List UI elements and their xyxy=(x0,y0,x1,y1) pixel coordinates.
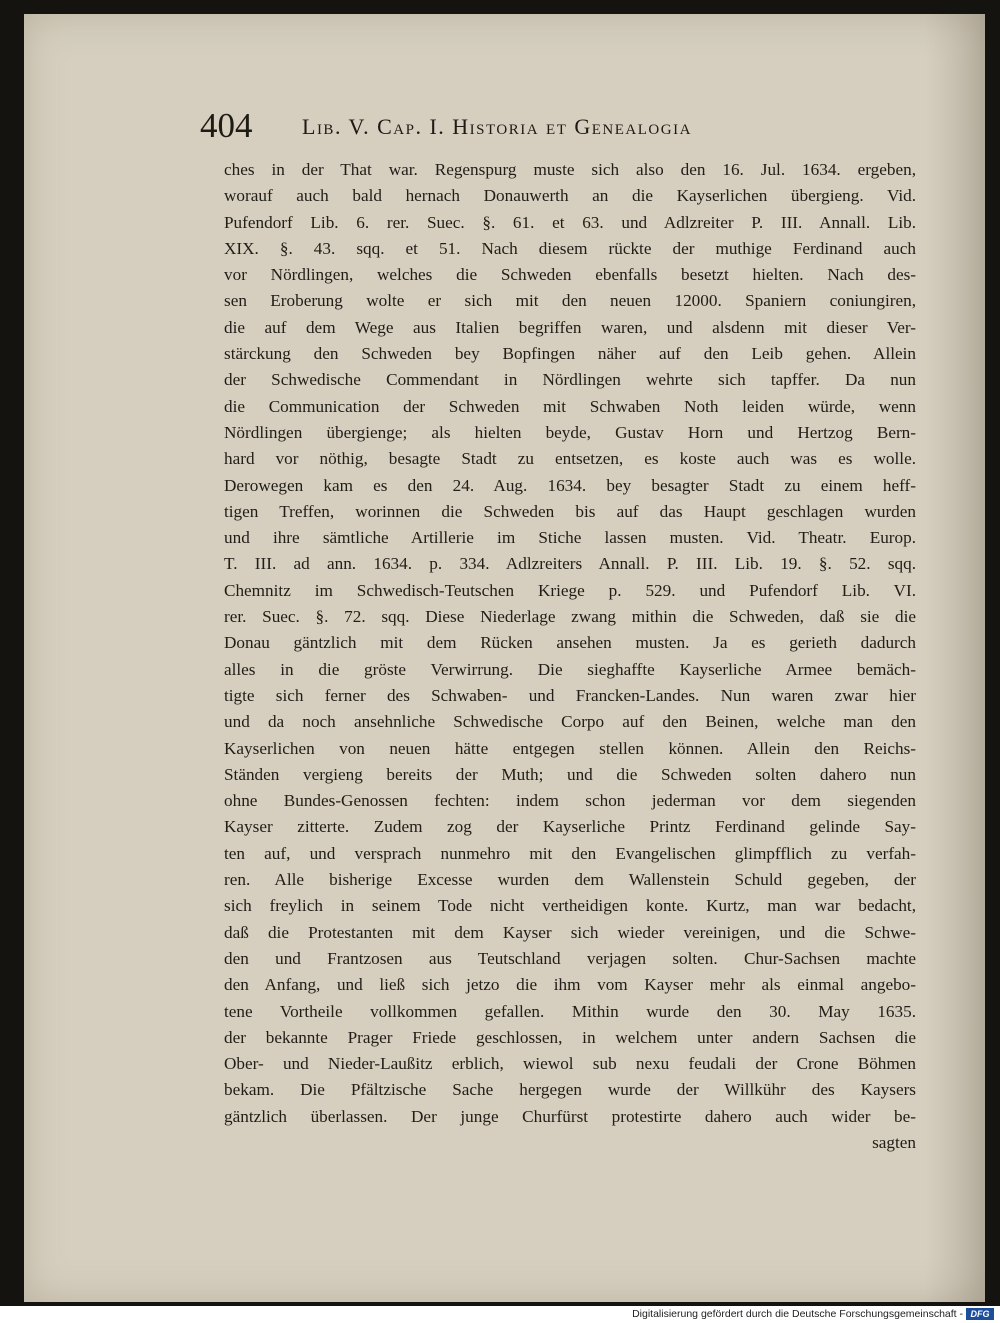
text-line: tigen Treffen, worinnen die Schweden bis auf das Haupt geschlagen wurden xyxy=(224,501,916,521)
text-line: alles in die gröste Verwirrung. Die sieghaffte Kayserliche Armee bemäch- xyxy=(224,659,916,679)
text-line: sagten xyxy=(872,1132,916,1152)
text-line: Derowegen kam es den 24. Aug. 1634. bey besagter Stadt zu einem heff- xyxy=(224,475,916,495)
text-line: den Anfang, und ließ sich jetzo die ihm vom Kayser mehr als einmal angebo- xyxy=(224,975,916,995)
text-line: die auf dem Wege aus Italien begriffen waren, und alsdenn mit dieser Ver- xyxy=(224,317,916,337)
page-gutter-shadow xyxy=(925,14,985,1302)
page-number: 404 xyxy=(200,106,253,145)
text-line: die Communication der Schweden mit Schwaben Noth leiden würde, wenn xyxy=(224,396,916,416)
text-line: ten auf, und versprach nunmehro mit den Evangelischen glimpfflich zu verfah- xyxy=(224,843,916,863)
text-line: und da noch ansehnliche Schwedische Corpo auf den Beinen, welche man den xyxy=(224,712,916,732)
text-line: den und Frantzosen aus Teutschland verjagen solten. Chur-Sachsen machte xyxy=(224,948,916,968)
text-line: bekam. Die Pfältzische Sache hergegen wurde der Willkühr des Kaysers xyxy=(224,1080,916,1100)
footer xyxy=(0,1306,1000,1323)
text-line: Pufendorf Lib. 6. rer. Suec. §. 61. et 63. und Adlzreiter P. III. Annall. Lib. xyxy=(224,212,916,232)
text-line: Kayser zitterte. Zudem zog der Kayserliche Printz Ferdinand gelinde Say- xyxy=(224,817,916,837)
text-line: Ober- und Nieder-Laußitz erblich, wiewol sub nexu feudali der Crone Böhmen xyxy=(224,1054,916,1074)
text-line: daß die Protestanten mit dem Kayser sich wieder vereinigen, und die Schwe- xyxy=(224,922,916,942)
text-line: stärckung den Schweden bey Bopfingen näher auf den Leib gehen. Allein xyxy=(224,344,916,364)
text-line: T. III. ad ann. 1634. p. 334. Adlzreiters Annall. P. III. Lib. 19. §. 52. sqq. xyxy=(224,554,916,574)
text-line: sich freylich in seinem Tode nicht vertheidigen konte. Kurtz, man war bedacht, xyxy=(224,896,916,916)
text-line: Kayserlichen von neuen hätte entgegen stellen können. Allein den Reichs- xyxy=(224,738,916,758)
body-text xyxy=(224,157,916,1156)
text-line: Chemnitz im Schwedisch-Teutschen Kriege p. 529. und Pufendorf Lib. VI. xyxy=(224,580,916,600)
text-line: rer. Suec. §. 72. sqq. Diese Niederlage zwang mithin die Schweden, daß sie die xyxy=(224,607,916,627)
text-line: und ihre sämtliche Artillerie im Stiche lassen musten. Vid. Theatr. Europ. xyxy=(224,528,916,548)
text-line: ren. Alle bisherige Excesse wurden dem Wallenstein Schuld gegeben, der xyxy=(224,870,916,890)
text-line: der Schwedische Commendant in Nördlingen wehrte sich tapffer. Da nun xyxy=(224,370,916,390)
text-line: vor Nördlingen, welches die Schweden ebenfalls besetzt hielten. Nach des- xyxy=(224,265,916,285)
text-line: tigte sich ferner des Schwaben- und Francken-Landes. Nun waren zwar hier xyxy=(224,685,916,705)
text-line: worauf auch bald hernach Donauwerth an die Kayserlichen übergieng. Vid. xyxy=(224,186,916,206)
text-line: ohne Bundes-Genossen fechten: indem schon jederman vor dem siegenden xyxy=(224,791,916,811)
text-line: Ständen vergieng bereits der Muth; und die Schweden solten dahero nun xyxy=(224,764,916,784)
text-line: ches in der That war. Regenspurg muste sich also den 16. Jul. 1634. ergeben, xyxy=(224,160,916,179)
text-line: sen Eroberung wolte er sich mit den neuen 12000. Spaniern coniungiren, xyxy=(224,291,916,311)
page-header xyxy=(200,102,820,150)
funding-notice: Digitalisierung gefördert durch die Deutsche Forschungsgemeinschaft - xyxy=(632,1308,963,1320)
text-line: Nördlingen übergienge; als hielten beyde, Gustav Horn und Hertzog Bern- xyxy=(224,422,916,442)
text-line: gäntzlich überlassen. Der junge Churfürst protestirte dahero auch wider be- xyxy=(224,1106,916,1126)
text-line: Donau gäntzlich mit dem Rücken ansehen musten. Ja es gerieth dadurch xyxy=(224,633,916,653)
running-title: Lib. V. Cap. I. Historia et Genealogia xyxy=(302,114,692,139)
text-line: der bekannte Prager Friede geschlossen, in welchem unter andern Sachsen die xyxy=(224,1027,916,1047)
text-line: XIX. §. 43. sqq. et 51. Nach diesem rückte der muthige Ferdinand auch xyxy=(224,238,916,258)
text-line: tene Vortheile vollkommen gefallen. Mithin wurde den 30. May 1635. xyxy=(224,1001,916,1021)
text-line: hard vor nöthig, besagte Stadt zu entsetzen, es koste auch was es wolle. xyxy=(224,449,916,469)
dfg-logo: DFG xyxy=(966,1308,994,1320)
